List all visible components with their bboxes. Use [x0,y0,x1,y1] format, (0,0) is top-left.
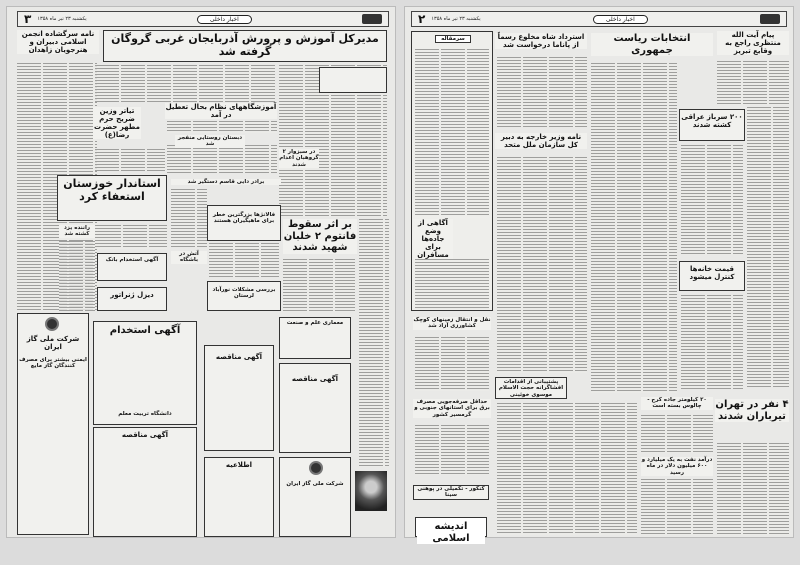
headline-schools: آموزشگاههای نظام بحال تعطیل در آمد [165,103,277,120]
ad-employment: آگهی استخدام [95,325,195,337]
ad-bank: آگهی استخدام بانک [99,257,165,263]
article-text [415,337,489,391]
headline-roads: آگاهی از وضع جاده‌ها برای مسافران [413,219,453,259]
headline-nurabad: بررسی مشکلات نورآباد لرستان [209,287,279,300]
article-text [209,243,279,277]
ad-architecture: معماری علم و صنعت [281,320,349,326]
headline-sabzevar: در سبزوار ۲ گروهبان اعدام شدند [279,149,319,168]
headline-khoeini: پشتیبانی از اقدامات افشاگرانه حجت الاسلام موسوی خوئینی [498,379,564,398]
headline-open-letter: نامه سرگشاده انجمن اسلامی دبیران و هنرجویان زاهدان [17,30,99,54]
article-text [171,189,207,247]
headline-housing: قیمت خانه‌ها کنترل میشود [681,265,743,281]
headline-electricity: حداقل صرفه‌جویی مصرف برق برای استانهای جنوبی و گرمسیر کشور [414,399,490,418]
headline-khuzestan: استاندار خوزستان استعفاء کرد [59,178,165,203]
article-text [747,107,789,387]
gas-company-emblem-icon [45,317,59,331]
article-text [641,415,713,453]
ad-diesel: دیزل ژنراتور [99,291,165,299]
section-label: اخبار داخلی [197,15,252,24]
tender-ad-1 [93,427,197,537]
right-page [404,6,794,544]
newspaper-logo-icon [760,14,780,24]
issue-date: یکشنبه ۲۳ تیر ماه ۱۳۵۸ [431,16,481,22]
headline-chalus: ۲۰ کیلومتر جاده کرج - چالوس بسته است [641,397,713,410]
article-text [415,49,489,215]
article-text [97,225,167,249]
headline-montazeri: پیام آیت الله منتظری راجع به وقایع تبریز [717,31,789,55]
article-text [717,443,789,535]
employment-ad [93,321,197,425]
headline-arrest: برادر دایی قاسم دستگیر شد [171,179,281,185]
newspaper-logo-icon [362,14,382,24]
article-text [497,403,637,535]
headline-village-school: دبستان روستایی منفجر شد [175,135,245,148]
section-label: اخبار داخلی [593,15,648,24]
left-page [6,6,396,538]
article-text [359,219,389,467]
headline-phantom: بر اثر سقوط فانتوم ۲ خلبان شهید شدند [283,219,357,253]
headline-club-fire: آتش در باشگاه [171,251,207,264]
headline-extradition: استرداد شاه مخلوع رسماً از پاناما درخواست شد [495,33,587,49]
editorial-label: سرمقاله [435,35,471,43]
article-text [497,57,587,127]
article-text [415,259,489,309]
article-text [59,241,95,311]
headline-oil: درآمد نفت به یک میلیارد و ۶۰۰ میلیون دلار در ماه رسید [641,457,713,476]
headline-un-letter: نامه وزیر خارجه به دبیر کل سازمان ملل متحد [495,133,587,149]
headline-shrine: تیاتر وزین ضریح حرم مطهر حضرت رضا(ع) [94,107,140,140]
masthead-logo: اندیشه اسلامی [417,521,485,544]
article-text [681,295,743,389]
headline-konkur: کنکور - تکمیلی در پوهنی سینا [413,485,489,500]
article-text [497,157,587,373]
main-headline: مدیرکل آموزش و پرورش آذربایجان غربی گروگان گرفته شد [105,33,385,58]
ad-gas-company-2: شرکت ملی گاز ایران [281,481,349,487]
article-text [415,425,489,475]
article-text [717,61,789,105]
gas-company-emblem-icon [309,461,323,475]
ad-gas-safety: ایمنی بیشتر برای مصرف کنندگان گاز مایع [19,357,87,370]
page-number: ۲ [418,12,426,26]
article-text [591,63,677,393]
issue-date: یکشنبه ۲۳ تیر ماه ۱۳۵۸ [37,16,87,22]
article-text [167,121,277,133]
main-headline: انتخابات ریاست جمهوری [591,33,713,56]
page-number: ۳ [24,12,32,26]
ad-gas-company: شرکت ملی گاز ایران [19,335,87,351]
ad-university: دانشگاه تربیت معلم [97,411,193,417]
headline-iraqi: ۲۰۰ سرباز عراقی کشته شدند [681,113,743,130]
headline-phalange: فالانژها بزرگترین خطر برای ماهیگیران هستند [209,212,279,225]
ad-tender-3: آگهی مناقصه [281,375,349,383]
ad-tender-1: آگهی مناقصه [95,431,195,439]
article-text [167,145,277,173]
ad-tender-2: آگهی مناقصه [206,353,272,361]
ad-notice: اطلاعیه [206,461,272,469]
article-text [283,259,355,312]
portrait-photo [355,471,387,511]
article-text [641,479,713,535]
headline-yazd: راننده یزد کشته شد [59,225,95,238]
article-text [95,149,165,171]
boxed-article [319,67,387,93]
headline-executions: ۴ نفر در تهران تیرباران شدند [715,399,789,422]
page-header [17,11,389,27]
article-text [681,145,743,255]
headline-land: نقل و انتقال زمینهای کوچک کشاورزی آزاد شد [413,317,491,330]
page-header [411,11,787,27]
article-text [95,65,275,102]
